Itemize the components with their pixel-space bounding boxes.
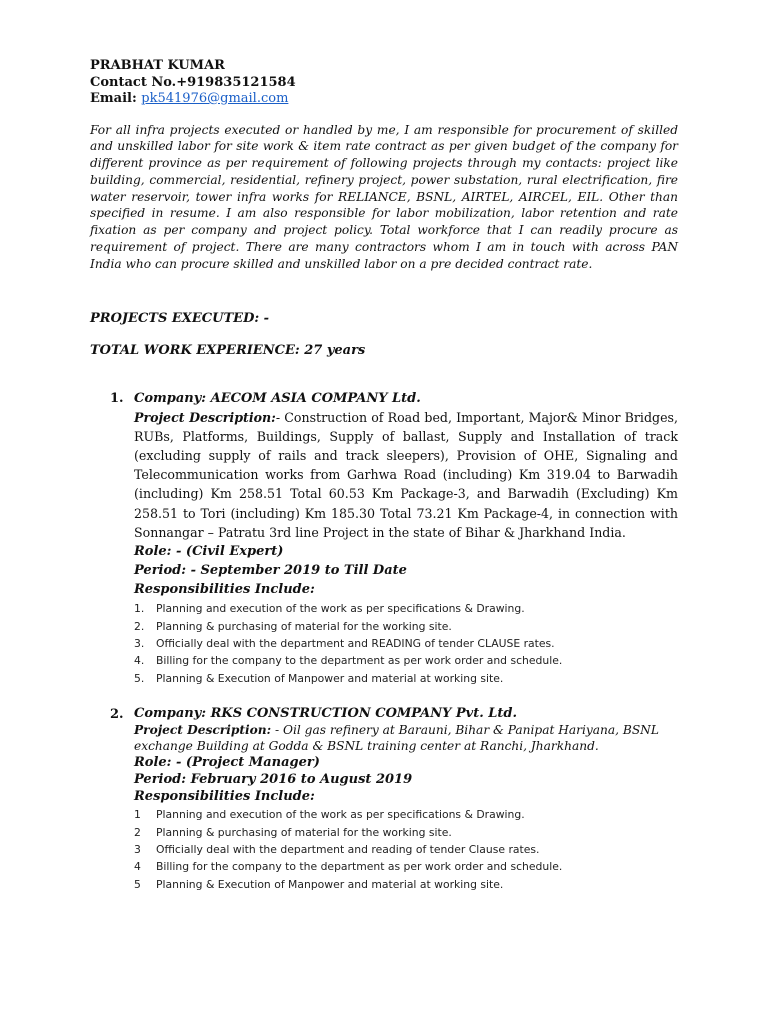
project-1 <box>90 389 678 687</box>
list-item-number: 2 <box>134 825 141 839</box>
email-label: Email: <box>90 91 142 106</box>
list-item-number: 4. <box>134 654 145 668</box>
list-item-number: 1 <box>134 808 141 822</box>
list-item-number: 5 <box>134 877 141 891</box>
list-item-text: Officially deal with the department and READING of tender CLAUSE rates. <box>156 636 555 650</box>
list-item <box>134 858 678 875</box>
list-item <box>134 635 678 652</box>
project-description <box>134 408 678 542</box>
list-item <box>134 824 678 841</box>
responsibilities-list <box>134 806 678 893</box>
description-label: Project Description: <box>134 723 272 738</box>
candidate-name: PRABHAT KUMAR <box>90 58 225 73</box>
description-label: Project Description: <box>134 409 276 425</box>
project-description <box>134 722 678 754</box>
summary-paragraph: For all infra projects executed or handled by me, I am responsible for procurement of skilled and unskilled labor for site work & item rate contract as per given budget of the company for different province as per requirement of following projects through my contacts: project like building, commercial, residential, refinery project, power substation, rural electrification, fire water reservoir, tower infra works for RELIANCE, BSNL, AIRTEL, AIRCEL, EIL. Other than specified in resume. I am also responsible for labor mobilization, labor retention and rate fixation as per company and project policy. Total workforce that I can readily procure as requirement of project. There are many contractors whom I am in touch with across PAN India who can procure skilled and unskilled labor on a pre decided contract rate. <box>90 122 678 271</box>
list-item <box>134 670 678 687</box>
list-item-number: 4 <box>134 860 141 874</box>
project-role: Role: - (Civil Expert) <box>134 544 284 560</box>
responsibilities-heading: Responsibilities Include: <box>134 789 315 805</box>
email-link[interactable]: pk541976@gmail.com <box>141 91 289 106</box>
email-line <box>90 91 678 108</box>
list-item <box>134 876 678 893</box>
projects-executed-heading: PROJECTS EXECUTED: - <box>90 310 270 326</box>
list-item-text: Planning & purchasing of material for the working site. <box>156 619 452 633</box>
project-company: Company: RKS CONSTRUCTION COMPANY Pvt. Ltd. <box>134 706 518 722</box>
project-period: Period: February 2016 to August 2019 <box>134 772 413 788</box>
project-number: 2. <box>110 707 124 723</box>
total-experience-heading: TOTAL WORK EXPERIENCE: 27 years <box>90 342 366 358</box>
list-item <box>134 600 678 617</box>
project-period: Period: - September 2019 to Till Date <box>134 563 407 579</box>
list-item-text: Planning & Execution of Manpower and material at working site. <box>156 877 504 891</box>
responsibilities-heading: Responsibilities Include: <box>134 582 315 598</box>
list-item-number: 3. <box>134 636 145 650</box>
project-role: Role: - (Project Manager) <box>134 755 320 771</box>
list-item-text: Planning & purchasing of material for the working site. <box>156 825 452 839</box>
list-item-text: Billing for the company to the department as per work order and schedule. <box>156 654 563 668</box>
contact-number: Contact No.+919835121584 <box>90 74 296 90</box>
list-item-text: Planning and execution of the work as per specifications & Drawing. <box>156 808 525 822</box>
description-text: - Construction of Road bed, Important, Major& Minor Bridges, RUBs, Platforms, Buildings, Supply of ballast, Supply and Installation of track (excluding supply of rails and track sleepers), Provision of OHE, Signaling and Telecommunication works from Garhwa Road (including) Km 319.04 to Barwadih (including) Km 258.51 Total 60.53 Km Package-3, and Barwadih (Excluding) Km 258.51 to Tori (including) Km 185.30 Total 73.21 Km Package-4, in connection with Sonnangar – Patratu 3rd line Project in the state of Bihar & Jharkhand India. <box>134 409 679 540</box>
list-item-number: 3 <box>134 842 141 856</box>
list-item-number: 5. <box>134 671 145 685</box>
list-item-text: Billing for the company to the department as per work order and schedule. <box>156 860 563 874</box>
description-text: - Oil gas refinery at Barauni, Bihar & Panipat Hariyana, BSNL exchange Building at Godda & BSNL training center at Ranchi, Jharkhand. <box>134 723 659 754</box>
list-item <box>134 618 678 635</box>
list-item-text: Planning & Execution of Manpower and material at working site. <box>156 671 504 685</box>
list-item-text: Officially deal with the department and reading of tender Clause rates. <box>156 842 540 856</box>
list-item <box>134 652 678 669</box>
list-item <box>134 841 678 858</box>
list-item <box>134 806 678 823</box>
list-item-text: Planning and execution of the work as per specifications & Drawing. <box>156 602 525 616</box>
responsibilities-list <box>134 600 678 687</box>
project-2 <box>90 705 678 893</box>
project-number: 1. <box>110 390 124 406</box>
project-company: Company: AECOM ASIA COMPANY Ltd. <box>134 390 421 406</box>
list-item-number: 1. <box>134 602 145 616</box>
list-item-number: 2. <box>134 619 145 633</box>
